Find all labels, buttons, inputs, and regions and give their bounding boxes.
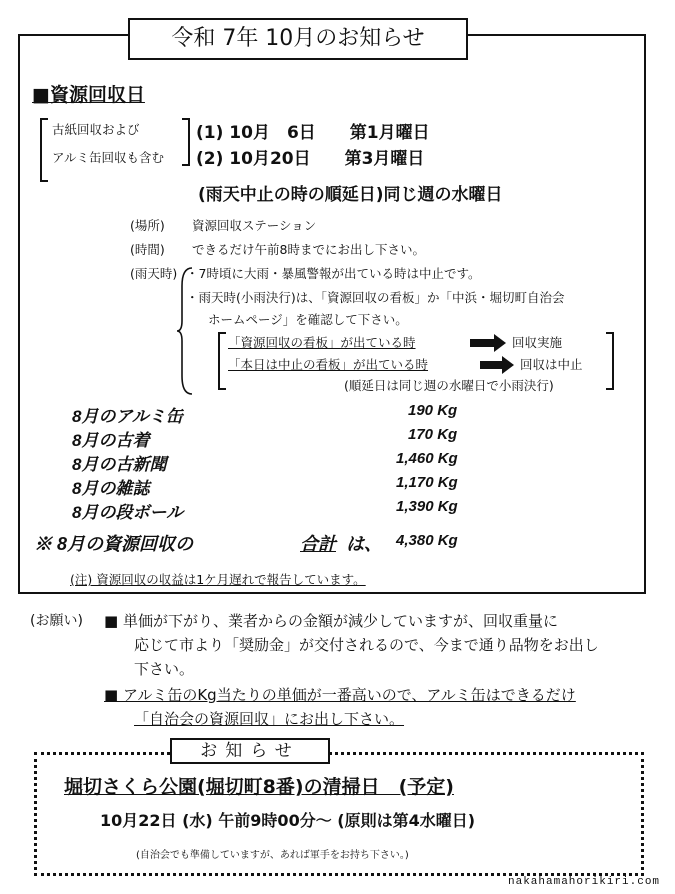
place-label: (場所) bbox=[130, 218, 165, 233]
arrow-right-icon bbox=[480, 361, 504, 369]
time-value: できるだけ午前8時までにお出し下さい。 bbox=[192, 242, 425, 257]
august-label: 8月の古着 bbox=[72, 431, 150, 450]
items-line1: 古紙回収および bbox=[52, 122, 140, 137]
time-label: (時間) bbox=[130, 242, 165, 257]
collection-date-2: (2) 10月20日 第3月曜日 bbox=[196, 149, 425, 169]
notice-headline: 堀切さくら公園(堀切町8番)の清掃日 (予定) bbox=[64, 776, 454, 798]
sign-2-text: 「本日は中止の看板」が出ている時 bbox=[228, 357, 429, 372]
watermark: nakahamahorikiri.com bbox=[508, 876, 661, 888]
footnote-report: (注) 資源回収の収益は1ケ月遅れで報告しています。 bbox=[70, 572, 366, 587]
august-amount: 1,390 Kg bbox=[396, 498, 458, 515]
request-bullet-2-line-1: ■ アルミ缶のKg当たりの単価が一番高いので、アルミ缶はできるだけ bbox=[104, 686, 576, 704]
rain-line-2: ・雨天時(小雨決行)は、「資源回収の看板」か「中浜・堀切町自治会 bbox=[186, 290, 565, 305]
total-amount: 4,380 Kg bbox=[396, 532, 458, 549]
rain-postpone-note: (雨天中止の時の順延日)同じ週の水曜日 bbox=[198, 185, 503, 205]
rain-line-1: ・7時頃に大雨・暴風警報が出ている時は中止です。 bbox=[186, 266, 481, 281]
request-bullet-1-line-3: 下さい。 bbox=[134, 660, 195, 678]
august-label: 8月の古新聞 bbox=[72, 455, 167, 474]
sign-1-text: 「資源回収の看板」が出ている時 bbox=[228, 335, 416, 350]
collection-date-1: (1) 10月 6日 第1月曜日 bbox=[196, 123, 430, 143]
sign-1-result: 回収実施 bbox=[512, 335, 563, 350]
place-value: 資源回収ステーション bbox=[192, 218, 317, 233]
sign-2-result: 回収は中止 bbox=[520, 357, 583, 372]
august-amount: 1,460 Kg bbox=[396, 450, 458, 467]
total-word: 合計 bbox=[300, 534, 336, 554]
notice-label: お知らせ bbox=[170, 738, 330, 764]
notice-date: 10月22日 (水) 午前9時00分〜 (原則は第4水曜日) bbox=[100, 811, 476, 830]
total-prefix: ※ 8月の資源回収の bbox=[34, 534, 194, 554]
request-bullet-1-line-2: 応じて市より「奨励金」が交付されるので、今まで通り品物をお出し bbox=[134, 636, 599, 654]
request-bullet-2-line-2: 「自治会の資源回収」にお出し下さい。 bbox=[134, 710, 405, 728]
august-label: 8月のアルミ缶 bbox=[72, 407, 183, 426]
sign-box-left bbox=[218, 332, 226, 390]
august-amount: 190 Kg bbox=[408, 402, 458, 419]
august-label: 8月の段ボール bbox=[72, 503, 184, 522]
notice-footnote: (自治会でも準備していますが、あれば軍手をお持ち下さい。) bbox=[136, 850, 409, 861]
page-title: 令和 7年 10月のお知らせ bbox=[128, 18, 468, 60]
august-amount: 170 Kg bbox=[408, 426, 458, 443]
curly-brace-icon bbox=[176, 266, 194, 396]
sign-note: (順延日は同じ週の水曜日で小雨決行) bbox=[344, 378, 554, 393]
items-line2: アルミ缶回収も含む bbox=[52, 150, 165, 165]
total-suffix: は、 bbox=[346, 534, 382, 554]
items-bracket bbox=[40, 118, 48, 182]
request-bullet-1-line-1: ■ 単価が下がり、業者からの金額が減少していますが、回収重量に bbox=[104, 612, 558, 630]
sign-box-right bbox=[606, 332, 614, 390]
section-heading-shigen: ■資源回収日 bbox=[32, 84, 145, 106]
rain-line-3: ホームページ」を確認して下さい。 bbox=[208, 312, 408, 327]
items-bracket-right bbox=[182, 118, 190, 166]
rain-label: (雨天時) bbox=[130, 266, 178, 281]
august-label: 8月の雑誌 bbox=[72, 479, 150, 498]
august-amount: 1,170 Kg bbox=[396, 474, 458, 491]
arrow-right-icon bbox=[470, 339, 496, 347]
request-label: (お願い) bbox=[30, 613, 83, 629]
